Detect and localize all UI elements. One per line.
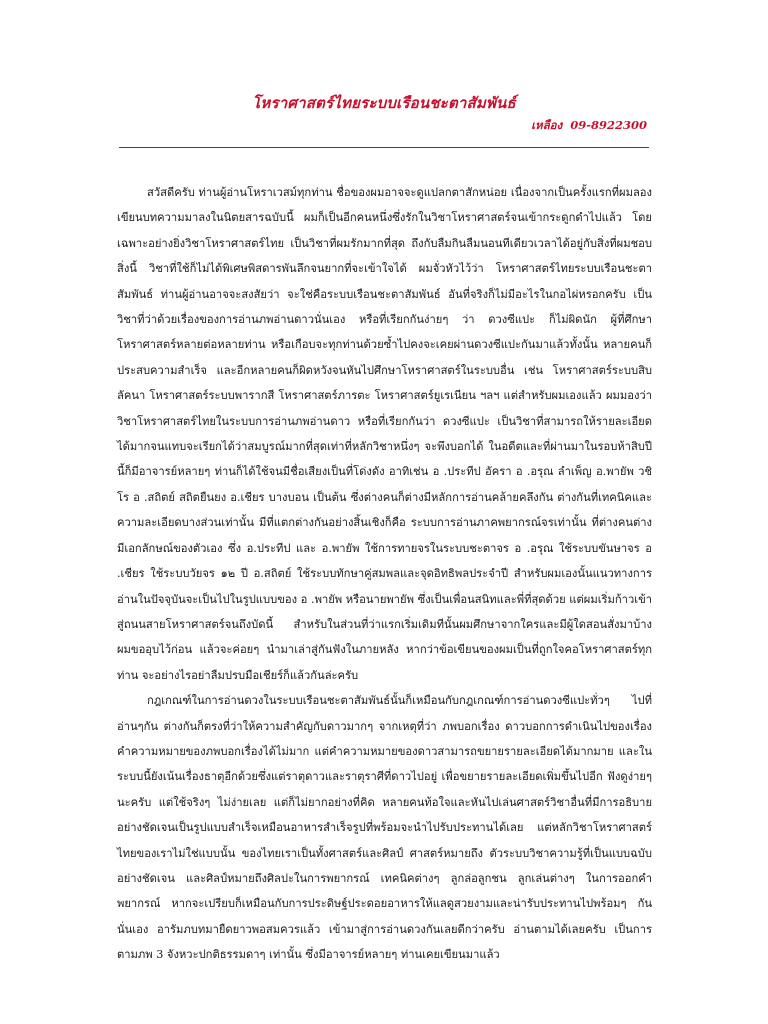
paragraph: สวัสดีครับ ท่านผู้อ่านโหราเวสม์ทุกท่าน ชื่อของผมอาจจะดูแปลกตาสักหน่อย เนื่องจากเป็นครั้งแรกที่ผมลองเขียนบทความมาลงในนิตยสารฉบับนี้ ผมก็เป็นอีกคนหนึ่งซึ่งรักในวิชาโหราศาสตร์จนเข้ากระดูกดำไปแล้ว โดยเฉพาะอย่างยิ่งวิชาโหราศาสตร์ไทย เป็นวิชาที่ผมรักมากที่สุด ถึงกับลืมกินลืมนอนทีเดียวเวลาได้อยู่กับสิ่งที่ผมชอบสิ่งนี้ วิชาที่ใช้ก็ไม่ได้พิเศษพิสดารพันลึกจนยากที่จะเข้าใจได้ ผมจั่วหัวไว้ว่า โหราศาสตร์ไทยระบบเรือนชะตาสัมพันธ์ ท่านผู้อ่านอาจจะสงสัยว่า จะใช่คือระบบเรือนชะตาสัมพันธ์ อันที่จริงก็ไม่มีอะไรในกอไผ่หรอกครับ เป็นวิชาที่ว่าด้วยเรื่องของการอ่านภพอ่านดาวนั่นเอง หรือที่เรียกกันง่ายๆ ว่า ดวงซีแปะ ก็ไม่ผิดนัก ผู้ที่ศึกษาโหราศาสตร์หลายต่อหลายท่าน หรือเกือบจะทุกท่านด้วยซ้ำไปคงจะเคยผ่านดวงซีแปะกันมาแล้วทั้งนั้น หลายคนก็ประสบความสำเร็จ และอีกหลายคนก็ผิดหวังจนหันไปศึกษาโหราศาสตร์ในระบบอื่น เช่น โหราศาสตร์ระบบสิบลัคนา โหราศาสตร์ระบบพารากสี โหราศาสตร์ภารตะ โหราศาสตร์ยูเรเนียน ฯลฯ แต่สำหรับผมเองแล้ว ผมมองว่าวิชาโหราศาสตร์ไทยในระบบการอ่านภพอ่านดาว หรือที่เรียกกันว่า ดวงซีแปะ เป็นวิชาที่สามารถให้รายละเอียดได้มากจนแทบจะเรียกได้ว่าสมบูรณ์มากที่สุดเท่าที่หลักวิชาหนึ่งๆ จะพึงบอกได้ ในอดีตและที่ผ่านมาในรอบห้าสิบปีนี้ก็มีอาจารย์หลายๆ ท่านก็ได้ใช้จนมีชื่อเสียงเป็นที่โด่งดัง อาทิเช่น อ .ประทีป อัครา อ .อรุณ ลำเพ็ญ อ.พายัพ วชิโร อ .สถิตย์ สถิตยืนยง อ.เชียร บางบอน เป็นต้น ซึ่งต่างคนก็ต่างมีหลักการอ่านคล้ายคลึงกัน ต่างกันที่เทคนิคและความละเอียดบางส่วนเท่านั้น มีที่แตกต่างกันอย่างสิ้นเชิงก็คือ ระบบการอ่านภาคพยากรณ์จรเท่านั้น ที่ต่างคนต่างมีเอกลักษณ์ของตัวเอง ซึ่ง อ.ประทีป และ อ.พายัพ ใช้การทายจรในระบบชะตาจร อ .อรุณ ใช้ระบบขันษาจร อ .เชียร ใช้ระบบวัยจร ๑๒ ปี อ.สถิตย์ ใช้ระบบทักษาคู่สมพลและจุดอิทธิพลประจำปี สำหรับผมเองนั้นแนวทางการอ่านในปัจจุบันจะเป็นไปในรูปแบบของ อ .พายัพ หรือนายพายัพ ซึ่งเป็นเพื่อนสนิทและพี่ที่สุดด้วย แต่ผมเริ่มก้าวเข้าสู่ถนนสายโหราศาสตร์จนถึงบัดนี้ สำหรับในส่วนที่ว่าแรกเริ่มเดิมทีนั้นผมศึกษาจากใครและมีผู้ใดสอนสั่งมาบ้าง ผมขออุบไว้ก่อน แล้วจะค่อยๆ นำมาเล่าสู่กันฟังในภายหลัง หากว่าข้อเขียนของผมเป็นที่ถูกใจคอโหราศาสตร์ทุกท่าน จะอย่างไรอย่าลืมปรบมือเชียร์ก็แล้วกันล่ะครับ (117, 186, 652, 682)
paragraph: กฎเกณฑ์ในการอ่านดวงในระบบเรือนชะตาสัมพันธ์นั้นก็เหมือนกับกฎเกณฑ์การอ่านดวงซีแปะทั่วๆ ไปที่อ่านๆกัน ต่างกันก็ตรงที่ว่าให้ความสำคัญกับดาวมากๆ จากเหตุที่ว่า ภพบอกเรื่อง ดาวบอกการดำเนินไปของเรื่อง คำความหมายของภพบอกเรื่องได้ไม่มาก แต่คำความหมายของดาวสามารถขยายรายละเอียดได้มากมาย และในระบบนี้ยังเน้นเรื่องธาตุอีกด้วยซึ่งแต่ราตุดาวและราตุราศีที่ดาวไปอยู่ เพื่อขยายรายละเอียดเพิ่มขึ้นไปอีก ฟังดูง่ายๆ นะครับ แต่ใช้จริงๆ ไม่ง่ายเลย แต่ก็ไม่ยากอย่างที่คิด หลายคนท้อใจและหันไปเล่นศาสตร์วิชาอื่นที่มีการอธิบายอย่างชัดเจนเป็นรูปแบบสำเร็จเหมือนอาหารสำเร็จรูปที่พร้อมจะนำไปรับประทานได้เลย แต่หลักวิชาโหราศาสตร์ไทยของเราไม่ใช่แบบนั้น ของไทยเราเป็นทั้งศาสตร์และศิลป์ ศาสตร์หมายถึง ตัวระบบวิชาความรู้ที่เป็นแบบฉบับอย่างชัดเจน และศิลป์หมายถึงศิลปะในการพยากรณ์ เทคนิคต่างๆ ลูกล่อลูกชน ลูกเล่นต่างๆ ในการออกคำพยากรณ์ หากจะเปรียบก็เหมือนกับการประดิษฐ์ประดอยอาหารให้แลดูสวยงามและน่ารับประทานไปพร้อมๆ กันนั่นเอง อารัมภบทมายืดยาวพอสมควรแล้ว เข้ามาสู่การอ่านดวงกันเลยดีกว่าครับ อ่านตามได้เลยครับ เป็นการตามภพ 3 จังหวะปกติธรรมดาๆ เท่านั้น ซึ่งมีอาจารย์หลายๆ ท่านเคยเขียนมาแล้ว (117, 694, 652, 962)
article-body (117, 180, 652, 968)
document-title: โหราศาสตร์ไทยระบบเรือนชะตาสัมพันธ์ (252, 94, 516, 112)
author-line (531, 117, 647, 135)
author-phone: 09-8922300 (570, 118, 647, 132)
header-divider (119, 147, 649, 148)
author-name: เหลือง (531, 118, 563, 132)
